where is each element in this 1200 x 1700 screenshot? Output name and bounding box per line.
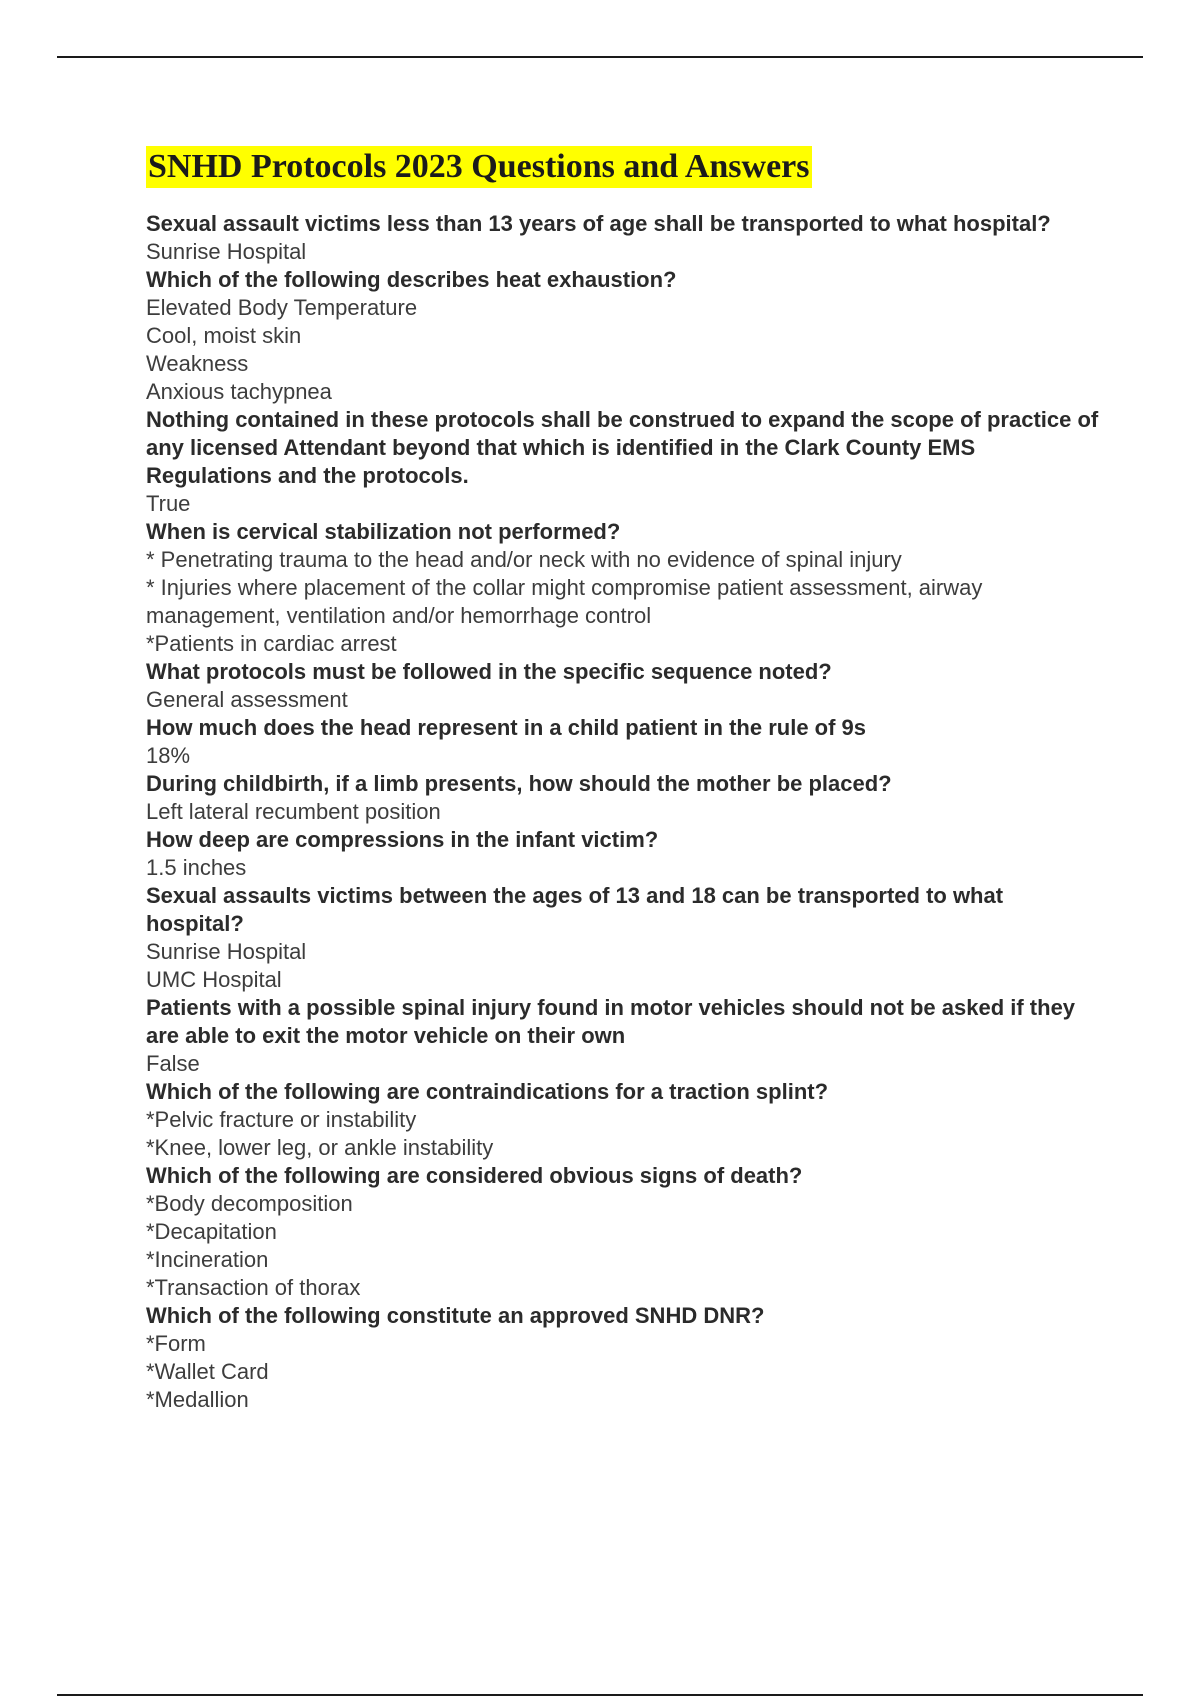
answer-text: *Knee, lower leg, or ankle instability — [146, 1135, 494, 1160]
document-title: SNHD Protocols 2023 Questions and Answers — [146, 146, 812, 188]
bottom-rule — [57, 1694, 1143, 1696]
answer-text: Left lateral recumbent position — [146, 799, 441, 824]
document-body — [146, 146, 1106, 1414]
question-text: During childbirth, if a limb presents, how should the mother be placed? — [146, 771, 892, 796]
question-text: What protocols must be followed in the specific sequence noted? — [146, 659, 832, 684]
answer-text: 18% — [146, 743, 191, 768]
answer-text: Sunrise Hospital — [146, 939, 307, 964]
question-text: Which of the following are contraindications for a traction splint? — [146, 1079, 829, 1104]
top-rule — [57, 56, 1143, 58]
question-text: How deep are compressions in the infant victim? — [146, 827, 659, 852]
question-text: Patients with a possible spinal injury found in motor vehicles should not be asked if they are able to exit the motor vehicle on their own — [146, 995, 1076, 1048]
answer-text: *Transaction of thorax — [146, 1275, 361, 1300]
question-text: When is cervical stabilization not performed? — [146, 519, 621, 544]
answer-text: * Injuries where placement of the collar might compromise patient assessment, airway management, ventilation and/or hemorrhage control — [146, 575, 983, 628]
answer-text: *Body decomposition — [146, 1191, 353, 1216]
question-text: Which of the following constitute an approved SNHD DNR? — [146, 1303, 765, 1328]
answer-text: General assessment — [146, 687, 348, 712]
answer-text: Sunrise Hospital — [146, 239, 307, 264]
question-text: How much does the head represent in a child patient in the rule of 9s — [146, 715, 867, 740]
answer-text: Cool, moist skin — [146, 323, 302, 348]
answer-text: *Patients in cardiac arrest — [146, 631, 397, 656]
qa-list — [146, 210, 1106, 1414]
answer-text: *Medallion — [146, 1387, 249, 1412]
answer-text: *Wallet Card — [146, 1359, 269, 1384]
question-text: Sexual assaults victims between the ages of 13 and 18 can be transported to what hospital? — [146, 883, 1004, 936]
answer-text: 1.5 inches — [146, 855, 247, 880]
answer-text: *Incineration — [146, 1247, 269, 1272]
answer-text: *Decapitation — [146, 1219, 277, 1244]
question-text: Which of the following describes heat exhaustion? — [146, 267, 677, 292]
answer-text: True — [146, 491, 191, 516]
answer-text: *Pelvic fracture or instability — [146, 1107, 417, 1132]
answer-text: Weakness — [146, 351, 249, 376]
question-text: Sexual assault victims less than 13 years of age shall be transported to what hospital? — [146, 211, 1051, 236]
question-text: Nothing contained in these protocols shall be construed to expand the scope of practice of any licensed Attendant beyond that which is identified in the Clark County EMS Regulations and the protocols. — [146, 407, 1099, 488]
answer-text: False — [146, 1051, 200, 1076]
answer-text: Elevated Body Temperature — [146, 295, 418, 320]
answer-text: * Penetrating trauma to the head and/or neck with no evidence of spinal injury — [146, 547, 902, 572]
question-text: Which of the following are considered obvious signs of death? — [146, 1163, 803, 1188]
answer-text: *Form — [146, 1331, 206, 1356]
answer-text: UMC Hospital — [146, 967, 282, 992]
answer-text: Anxious tachypnea — [146, 379, 332, 404]
